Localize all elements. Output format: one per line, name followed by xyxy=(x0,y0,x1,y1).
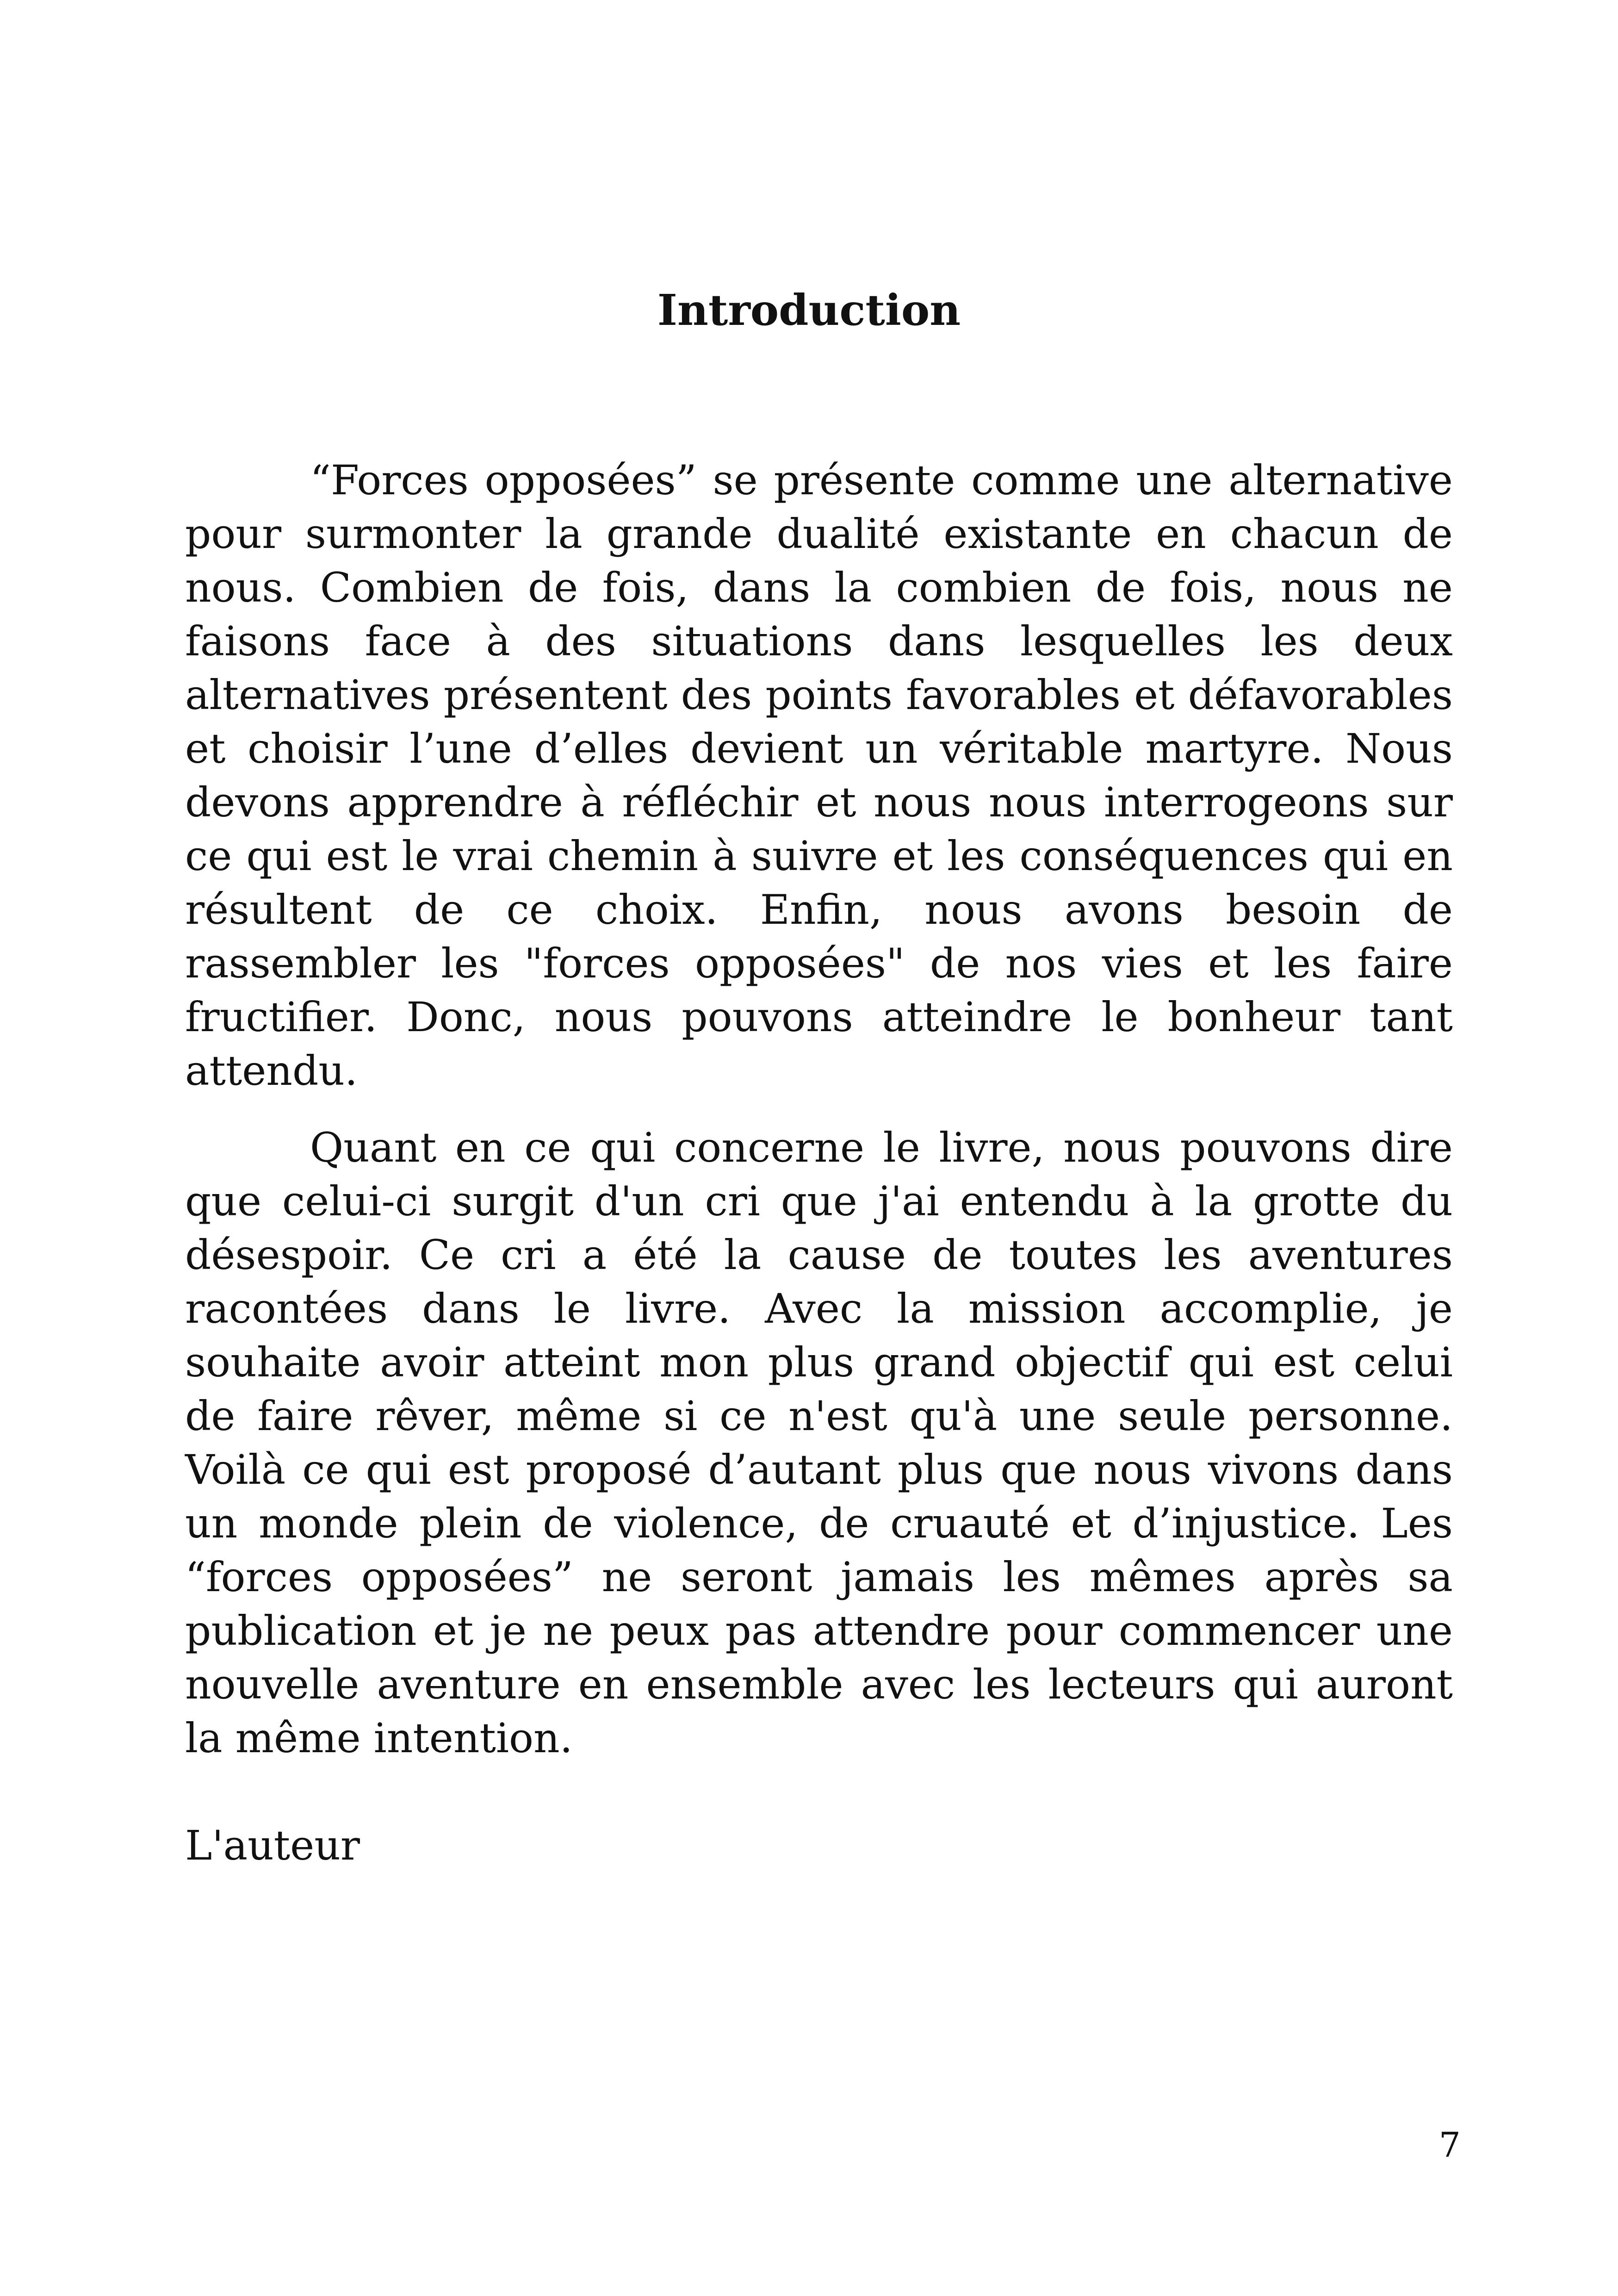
introduction-body xyxy=(185,454,1453,1788)
chapter-title: Introduction xyxy=(657,285,961,335)
author-signature: L'auteur xyxy=(185,1822,360,1869)
paragraph-1: “Forces opposées” se présente comme une alternative pour surmonter la grande dualité existante en chacun de nous. Combien de fois, dans la combien de fois, nous ne faisons face à des situations dans lesquelles les deux alternatives présentent des points favorables et défavorables et choisir l’une d’elles devient un véritable martyre. Nous devons apprendre à réfléchir et nous nous interrogeons sur ce qui est le vrai chemin à suivre et les conséquences qui en résultent de ce choix. Enfin, nous avons besoin de rassembler les "forces opposées" de nos vies et les faire fructifier. Donc, nous pouvons atteindre le bonheur tant attendu. xyxy=(185,456,1453,1095)
paragraph-2: Quant en ce qui concerne le livre, nous pouvons dire que celui-ci surgit d'un cri que j'ai entendu à la grotte du désespoir. Ce cri a été la cause de toutes les aventures racontées dans le livre. Avec la mission accomplie, je souhaite avoir atteint mon plus grand objectif qui est celui de faire rêver, même si ce n'est qu'à une seule personne. Voilà ce qui est proposé d’autant plus que nous vivons dans un monde plein de violence, de cruauté et d’injustice. Les “forces opposées” ne seront jamais les mêmes après sa publication et je ne peux pas attendre pour commencer une nouvelle aventure en ensemble avec les lecteurs qui auront la même intention. xyxy=(185,1124,1453,1762)
page-number: 7 xyxy=(1438,2125,1461,2165)
